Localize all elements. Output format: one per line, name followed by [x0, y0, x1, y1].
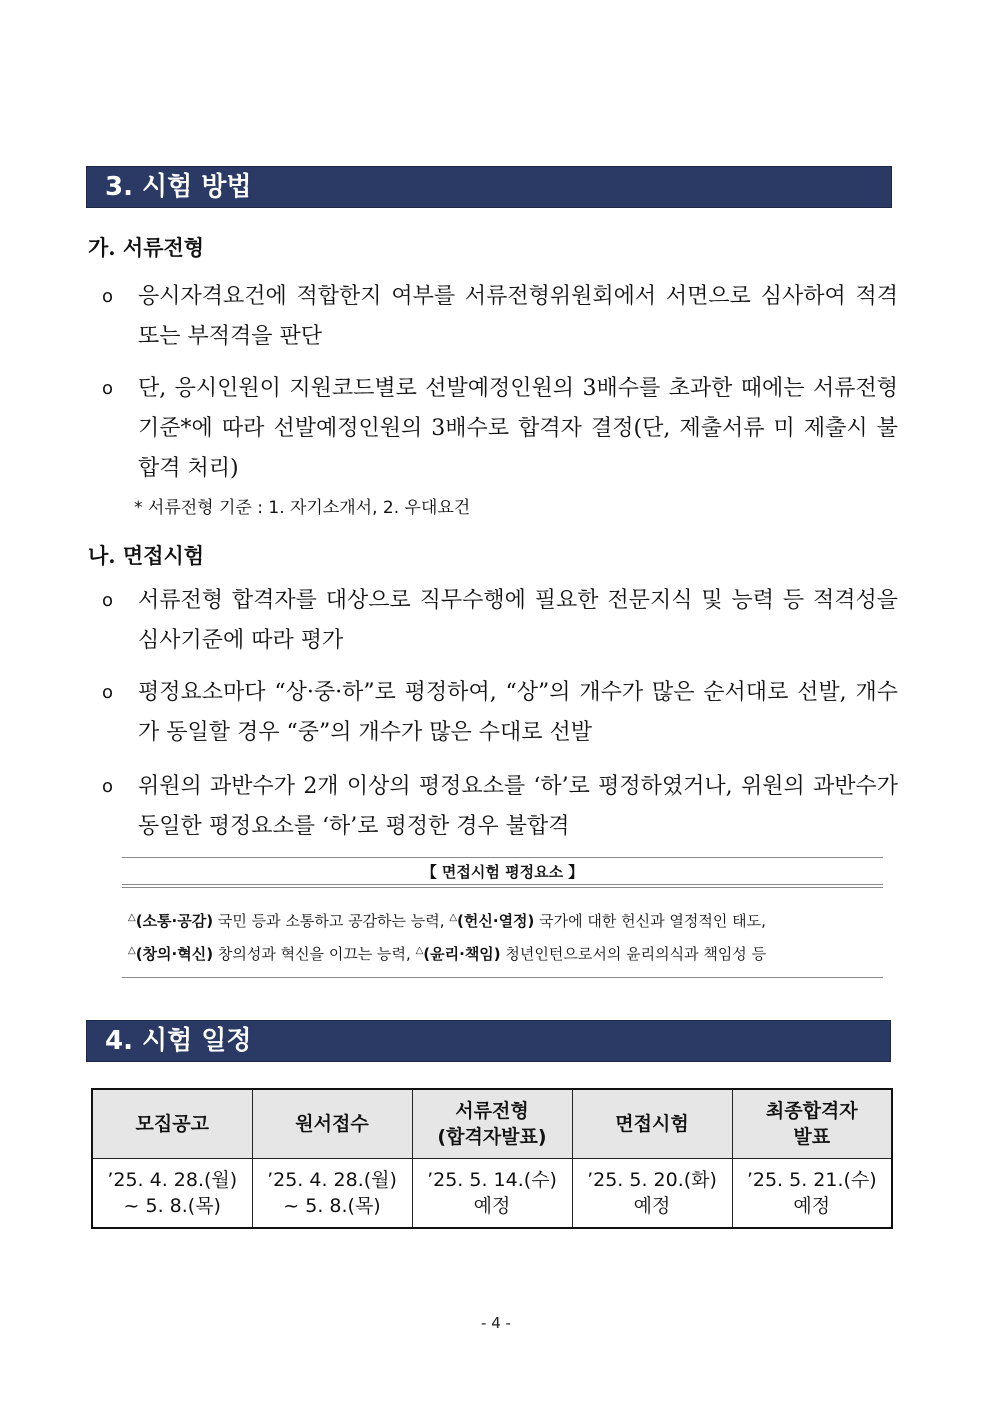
factor-dedication: (헌신·열정)	[457, 912, 535, 930]
circle-bullet-icon: o	[102, 776, 114, 797]
bullet-b2	[102, 673, 898, 753]
box-top-rule	[122, 857, 883, 858]
factor-dedication-desc: 국가에 대한 헌신과 열정적인 태도,	[534, 912, 766, 930]
triangle-icon: △	[128, 912, 136, 923]
bullet-b3	[102, 767, 898, 847]
section-4-header	[86, 1020, 891, 1062]
bullet-b1	[102, 581, 898, 661]
value-final: ’25. 5. 21.(수) 예정	[732, 1159, 892, 1229]
triangle-icon: △	[128, 945, 136, 956]
bullet-a2-text: 단, 응시인원이 지원코드별로 선발예정인원의 3배수를 초과한 때에는 서류전형 기준*에 따라 선발예정인원의 3배수로 합격자 결정(단, 제출서류 미 제출시 불합격 처리)	[138, 376, 898, 481]
bullet-b3-text: 위원의 과반수가 2개 이상의 평정요소를 ‘하’로 평정하였거나, 위원의 과반수가 동일한 평정요소를 ‘하’로 평정한 경우 불합격	[138, 774, 898, 839]
triangle-icon: △	[449, 912, 458, 923]
section-4-title: 4. 시험 일정	[105, 1026, 252, 1056]
page-number: - 4 -	[481, 1314, 511, 1332]
header-application: 원서접수	[252, 1089, 412, 1159]
box-title-rule-2	[122, 887, 883, 888]
value-document: ’25. 5. 14.(수) 예정	[412, 1159, 572, 1229]
value-recruit: ’25. 4. 28.(월) ~ 5. 8.(목)	[92, 1159, 252, 1229]
value-application: ’25. 4. 28.(월) ~ 5. 8.(목)	[252, 1159, 412, 1229]
bullet-b2-text: 평정요소마다 “상·중·하”로 평정하여, “상”의 개수가 많은 순서대로 선발, 개수가 동일할 경우 “중”의 개수가 많은 수대로 선발	[138, 680, 898, 745]
header-final: 최종합격자 발표	[732, 1089, 892, 1159]
criteria-footnote: * 서류전형 기준 : 1. 자기소개서, 2. 우대요건	[134, 498, 471, 518]
schedule-table	[91, 1088, 893, 1229]
factor-communication-desc: 국민 등과 소통하고 공감하는 능력,	[213, 912, 450, 930]
section-3-header	[86, 166, 892, 208]
factor-ethics-desc: 청년인턴으로서의 윤리의식과 책임성 등	[500, 945, 767, 963]
factor-communication: (소통·공감)	[135, 912, 214, 930]
factor-ethics: (윤리·책임)	[423, 945, 501, 963]
header-interview: 면접시험	[572, 1089, 732, 1159]
header-document: 서류전형 (합격자발표)	[412, 1089, 572, 1159]
bullet-b1-text: 서류전형 합격자를 대상으로 직무수행에 필요한 전문지식 및 능력 등 적격성을 심사기준에 따라 평가	[138, 588, 898, 653]
circle-bullet-icon: o	[102, 286, 114, 307]
factor-creativity: (창의·혁신)	[135, 945, 214, 963]
box-title-rule-1	[122, 884, 883, 885]
triangle-icon: △	[415, 945, 424, 956]
bullet-a1	[102, 277, 898, 357]
subsection-a-title: 가. 서류전형	[88, 235, 205, 260]
circle-bullet-icon: o	[102, 590, 114, 611]
bullet-a1-text: 응시자격요건에 적합한지 여부를 서류전형위원회에서 서면으로 심사하여 적격 또는 부적격을 판단	[138, 284, 898, 349]
header-recruit: 모집공고	[92, 1089, 252, 1159]
evaluation-line-1	[128, 903, 884, 936]
evaluation-factors	[128, 903, 884, 969]
bullet-a2	[102, 369, 898, 489]
factor-creativity-desc: 창의성과 혁신을 이끄는 능력,	[213, 945, 416, 963]
schedule-value-row	[92, 1159, 892, 1229]
circle-bullet-icon: o	[102, 378, 114, 399]
schedule-header-row	[92, 1089, 892, 1159]
circle-bullet-icon: o	[102, 682, 114, 703]
evaluation-line-2	[128, 936, 884, 969]
subsection-b-title: 나. 면접시험	[88, 543, 205, 568]
value-interview: ’25. 5. 20.(화) 예정	[572, 1159, 732, 1229]
box-bottom-rule	[122, 977, 883, 978]
box-title: 【 면접시험 평정요소 】	[421, 863, 584, 881]
section-3-title: 3. 시험 방법	[105, 172, 252, 202]
